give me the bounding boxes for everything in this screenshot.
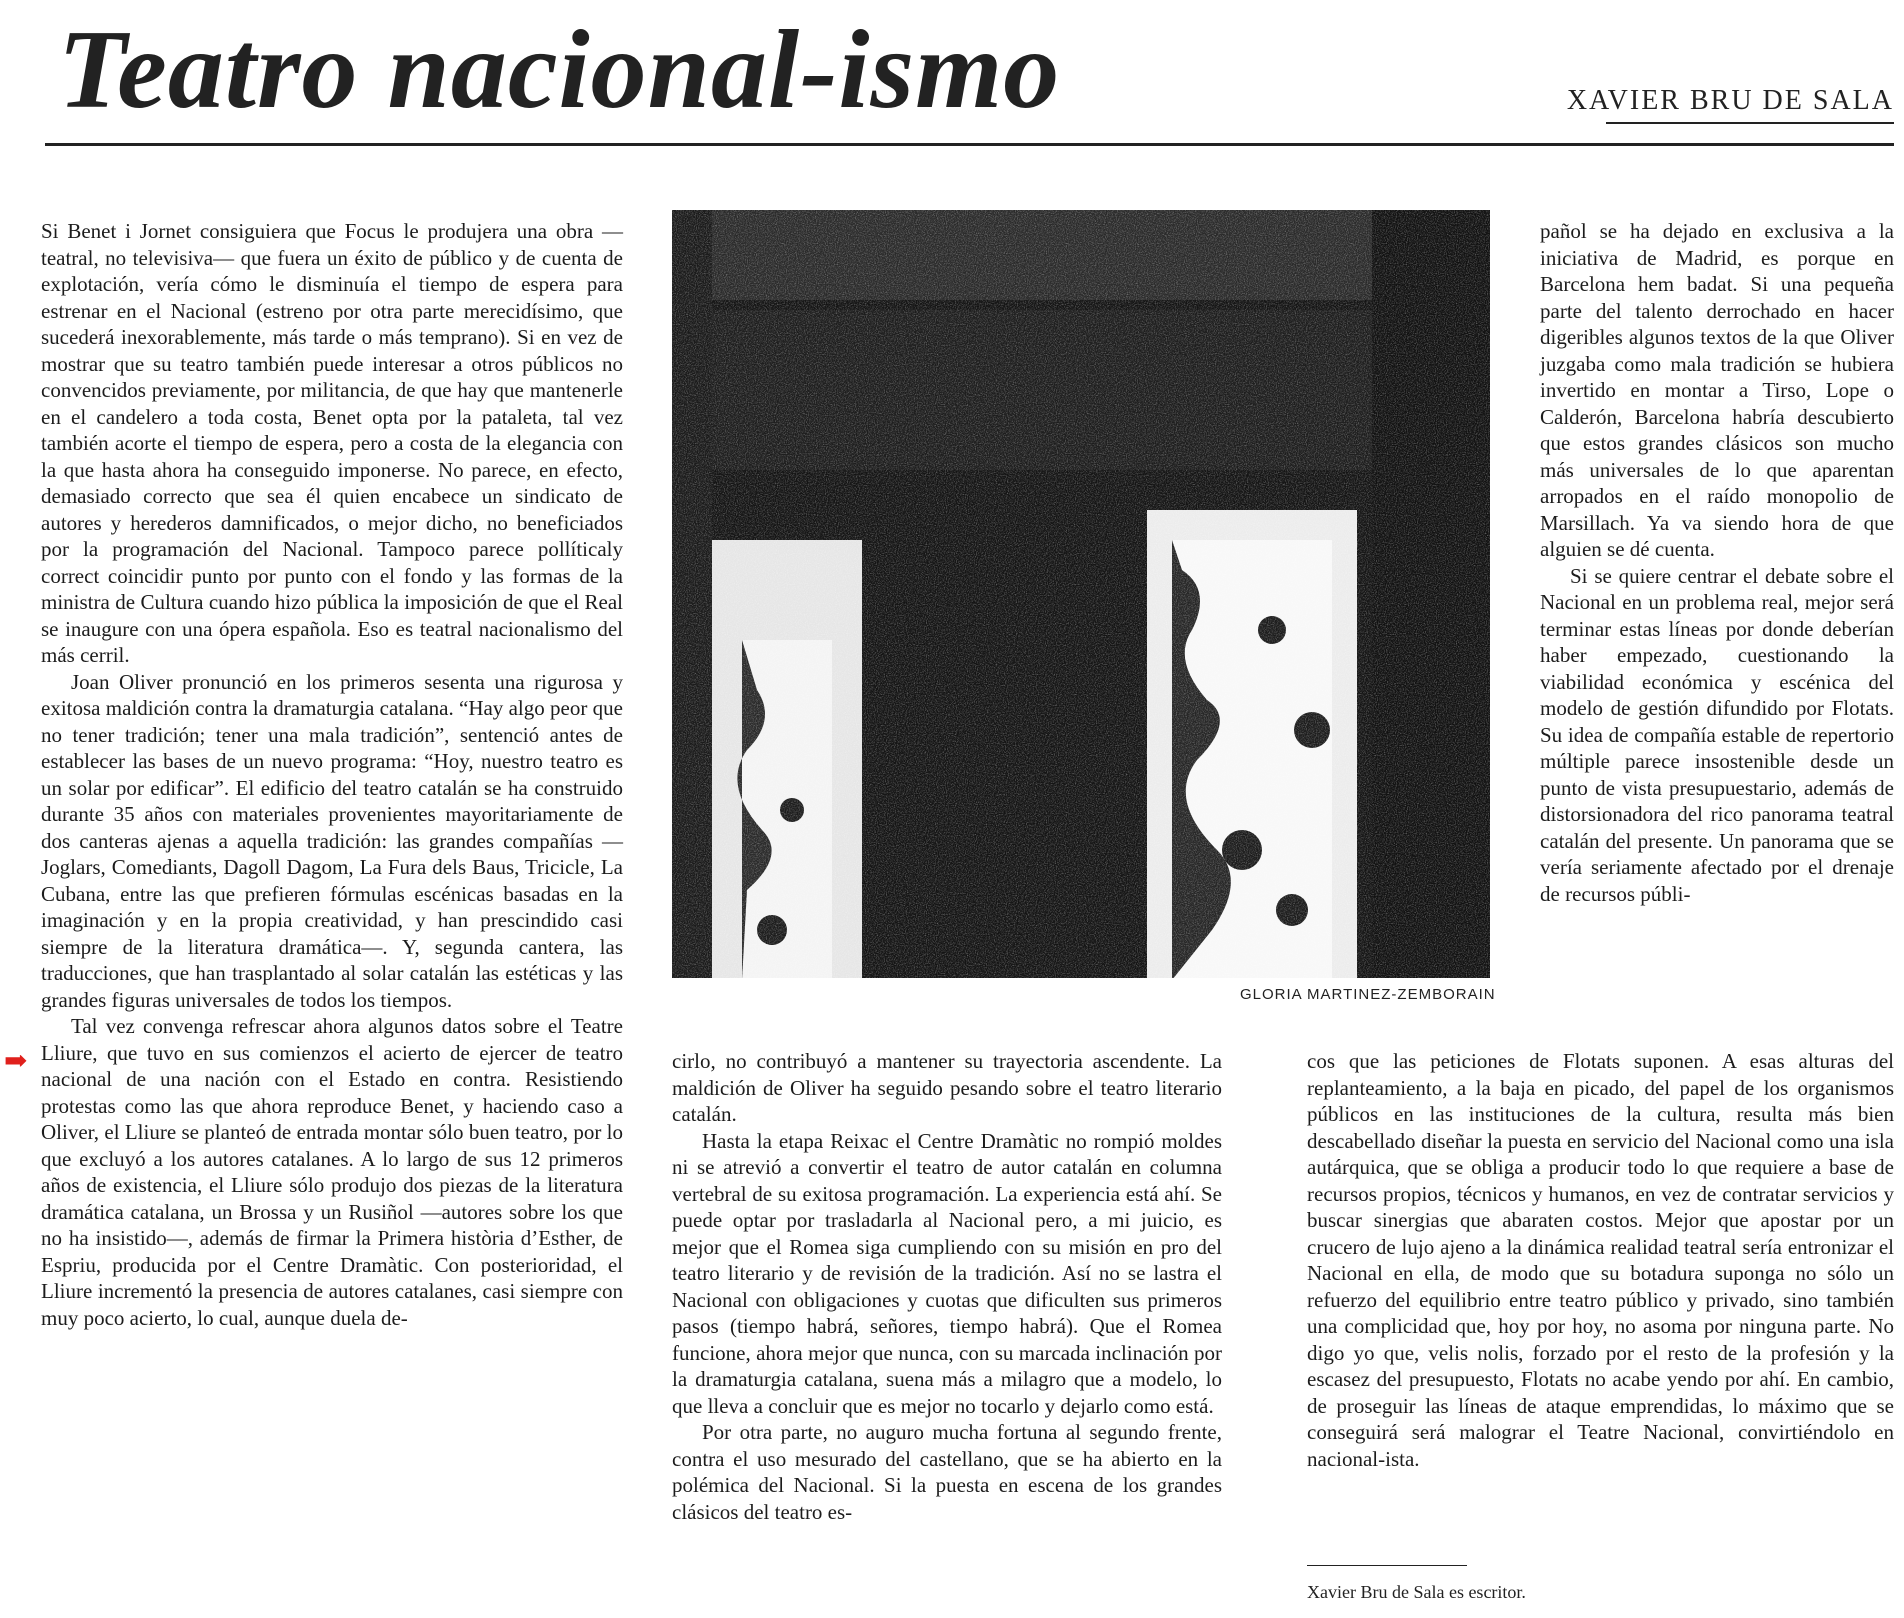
paragraph: Por otra parte, no auguro mucha fortuna al segundo frente, contra el uso mesurado del castellano, que se ha abierto en la polémica del Nacional. Si la puesta en escena de los grandes clásicos del teatro es- bbox=[672, 1420, 1222, 1524]
article-author: XAVIER BRU DE SALA bbox=[1566, 85, 1894, 116]
column-3 bbox=[1540, 218, 1894, 907]
paragraph: Hasta la etapa Reixac el Centre Dramàtic no rompió moldes ni se atrevió a convertir el teatro de autor catalán en columna vertebral de su exitosa programación. La experiencia está ahí. Se puede optar por trasladarla al Nacional pero, a mi juicio, es mejor que el Romea siga cumpliendo con su misión en pro del teatro literario y de revisión de la tradición. Así no se lastra el Nacional con obligaciones y cuotas que dificulten sus primeros pasos (tiempo habrá, señores, tiempo habrá). Que el Romea funcione, ahora mejor que nunca, con su marcada inclinación por la dramaturgia catalana, suena más a milagro que a modelo, lo que lleva a concluir que es mejor no tocarlo y dejarlo como está. bbox=[672, 1128, 1222, 1418]
paragraph: Si Benet i Jornet consiguiera que Focus le produjera una obra —teatral, no televisiva— que fuera un éxito de público y de cuenta de explotación, vería cómo le disminuía el tiempo de espera para estrenar en el Nacional (estreno por otra parte merecidísimo, que sucederá inexorablemente, más tarde o más temprano). Si en vez de mostrar que su teatro también puede interesar a otros públicos no convencidos previamente, por militancia, de que hay que mantenerle en el candelero a toda costa, Benet opta por la pataleta, tal vez también acorte el tiempo de espera, pero a costa de la elegancia con la que hasta ahora ha conseguido imponerse. No parece, en efecto, demasiado correcto que sea él quien encabece un sindicato de autores y herederos damnificados, o mejor dicho, no beneficiados por la programación del Nacional. Tampoco parece pollíticaly correct coincidir punto por punto con el fondo y las formas de la ministra de Cultura cuando hizo pública la imposición de que el Real se inaugure con una ópera española. Eso es teatral nacionalismo del más cerril. bbox=[41, 219, 623, 667]
author-signature: Xavier Bru de Sala es escritor. bbox=[1307, 1582, 1526, 1602]
photo-credit: GLORIA MARTINEZ-ZEMBORAIN bbox=[1240, 986, 1496, 1003]
article-photo bbox=[672, 210, 1490, 978]
paragraph: Joan Oliver pronunció en los primeros sesenta una rigurosa y exitosa maldición contra la dramaturgia catalana. “Hay algo peor que no tener tradición; tener una mala tradición”, sentenció antes de establecer las bases de un nuevo programa: “Hoy, nuestro teatro es un solar por edificar”. El edificio del teatro catalán se ha construido durante 35 años con materiales provenientes mayoritariamente de dos canteras ajenas a aquella tradición: las grandes compañías —Joglars, Comediants, Dagoll Dagom, La Fura dels Baus, Tricicle, La Cubana, entre las que prefieren fórmulas escénicas basadas en la imaginación y en la propia creatividad, y han prescindido casi siempre de la literatura dramática—. Y, segunda cantera, las traducciones, que han trasplantado al solar catalán las estéticas y las grandes figuras universales de todos los tiempos. bbox=[41, 669, 623, 1012]
paragraph: cos que las peticiones de Flotats suponen. A esas alturas del replanteamiento, a la baja en picado, del papel de los organismos públicos en las instituciones de la cultura, resulta más bien descabellado diseñar la puesta en servicio del Nacional como una isla autárquica, que se obliga a producir todo lo que requiere a base de recursos propios, técnicos y humanos, en vez de contratar servicios y buscar sinergias que abaraten costos. Mejor que apostar por un crucero de lujo ajeno a la dinámica realidad teatral sería entronizar el Nacional en ella, de modo que su botadura suponga no sólo un refuerzo del equilibrio entre teatro público y privado, sino también una complicidad que, hoy por hoy, no asoma por ninguna parte. No digo yo que, velis nolis, forzado por el resto de la profesión y la escasez del presupuesto, Flotats no acabe yendo por ahí. En cambio, de proseguir las líneas de ataque emprendidas, lo máximo que se conseguirá será malograr el Teatre Nacional, convirtiéndolo en nacional-ista. bbox=[1307, 1049, 1894, 1471]
column-3-continued bbox=[1307, 1048, 1894, 1472]
paragraph: Tal vez convenga refrescar ahora algunos datos sobre el Teatre Lliure, que tuvo en sus comienzos el acierto de ejercer de teatro nacional de una nación con el Estado en contra. Resistiendo protestas como las que ahora reproduce Benet, y haciendo caso a Oliver, el Lliure se planteó de entrada montar sólo buen teatro, por lo que excluyó a los autores catalanes. A lo largo de sus 12 primeros años de existencia, el Lliure sólo produjo dos piezas de la literatura dramática catalana, un Brossa y un Rusiñol —autores sobre los que no ha insistido—, además de firmar la Primera història d’Esther, de Espriu, producida por el Centre Dramàtic. Con posterioridad, el Lliure incrementó la presencia de autores catalanes, casi siempre con muy poco acierto, lo cual, aunque duela de- bbox=[41, 1014, 623, 1330]
header-rule bbox=[45, 143, 1894, 146]
paragraph: Si se quiere centrar el debate sobre el Nacional en un problema real, mejor será terminar estas líneas por donde deberían haber empezado, cuestionando la viabilidad económica y escénica del modelo de gestión difundido por Flotats. Su idea de compañía estable de repertorio múltiple parece insostenible desde un punto de vista presupuestario, además de distorsionadora del rico panorama teatral catalán del presente. Un panorama que se vería seriamente afectado por el drenaje de recursos públi- bbox=[1540, 563, 1894, 906]
column-2 bbox=[672, 1048, 1222, 1525]
article-title: Teatro nacional-ismo bbox=[58, 8, 1061, 132]
author-rule bbox=[1606, 122, 1894, 124]
photo-image bbox=[672, 210, 1490, 978]
signature-rule bbox=[1307, 1565, 1467, 1566]
paragraph: pañol se ha dejado en exclusiva a la iniciativa de Madrid, es porque en Barcelona hem badat. Si una pequeña parte del talento derrochado en hacer digeribles algunos textos de la que Oliver juzgaba como mala tradición se hubiera invertido en montar a Tirso, Lope o Calderón, Barcelona habría descubierto que estos grandes clásicos son mucho más universales de lo que aparentan arropados en el raído monopolio de Marsillach. Ya va siendo hora de que alguien se dé cuenta. bbox=[1540, 219, 1894, 561]
paragraph: cirlo, no contribuyó a mantener su trayectoria ascendente. La maldición de Oliver ha seguido pesando sobre el teatro literario catalán. bbox=[672, 1049, 1222, 1126]
red-arrow-marker: ➡ bbox=[4, 1046, 28, 1077]
column-1 bbox=[41, 218, 623, 1331]
